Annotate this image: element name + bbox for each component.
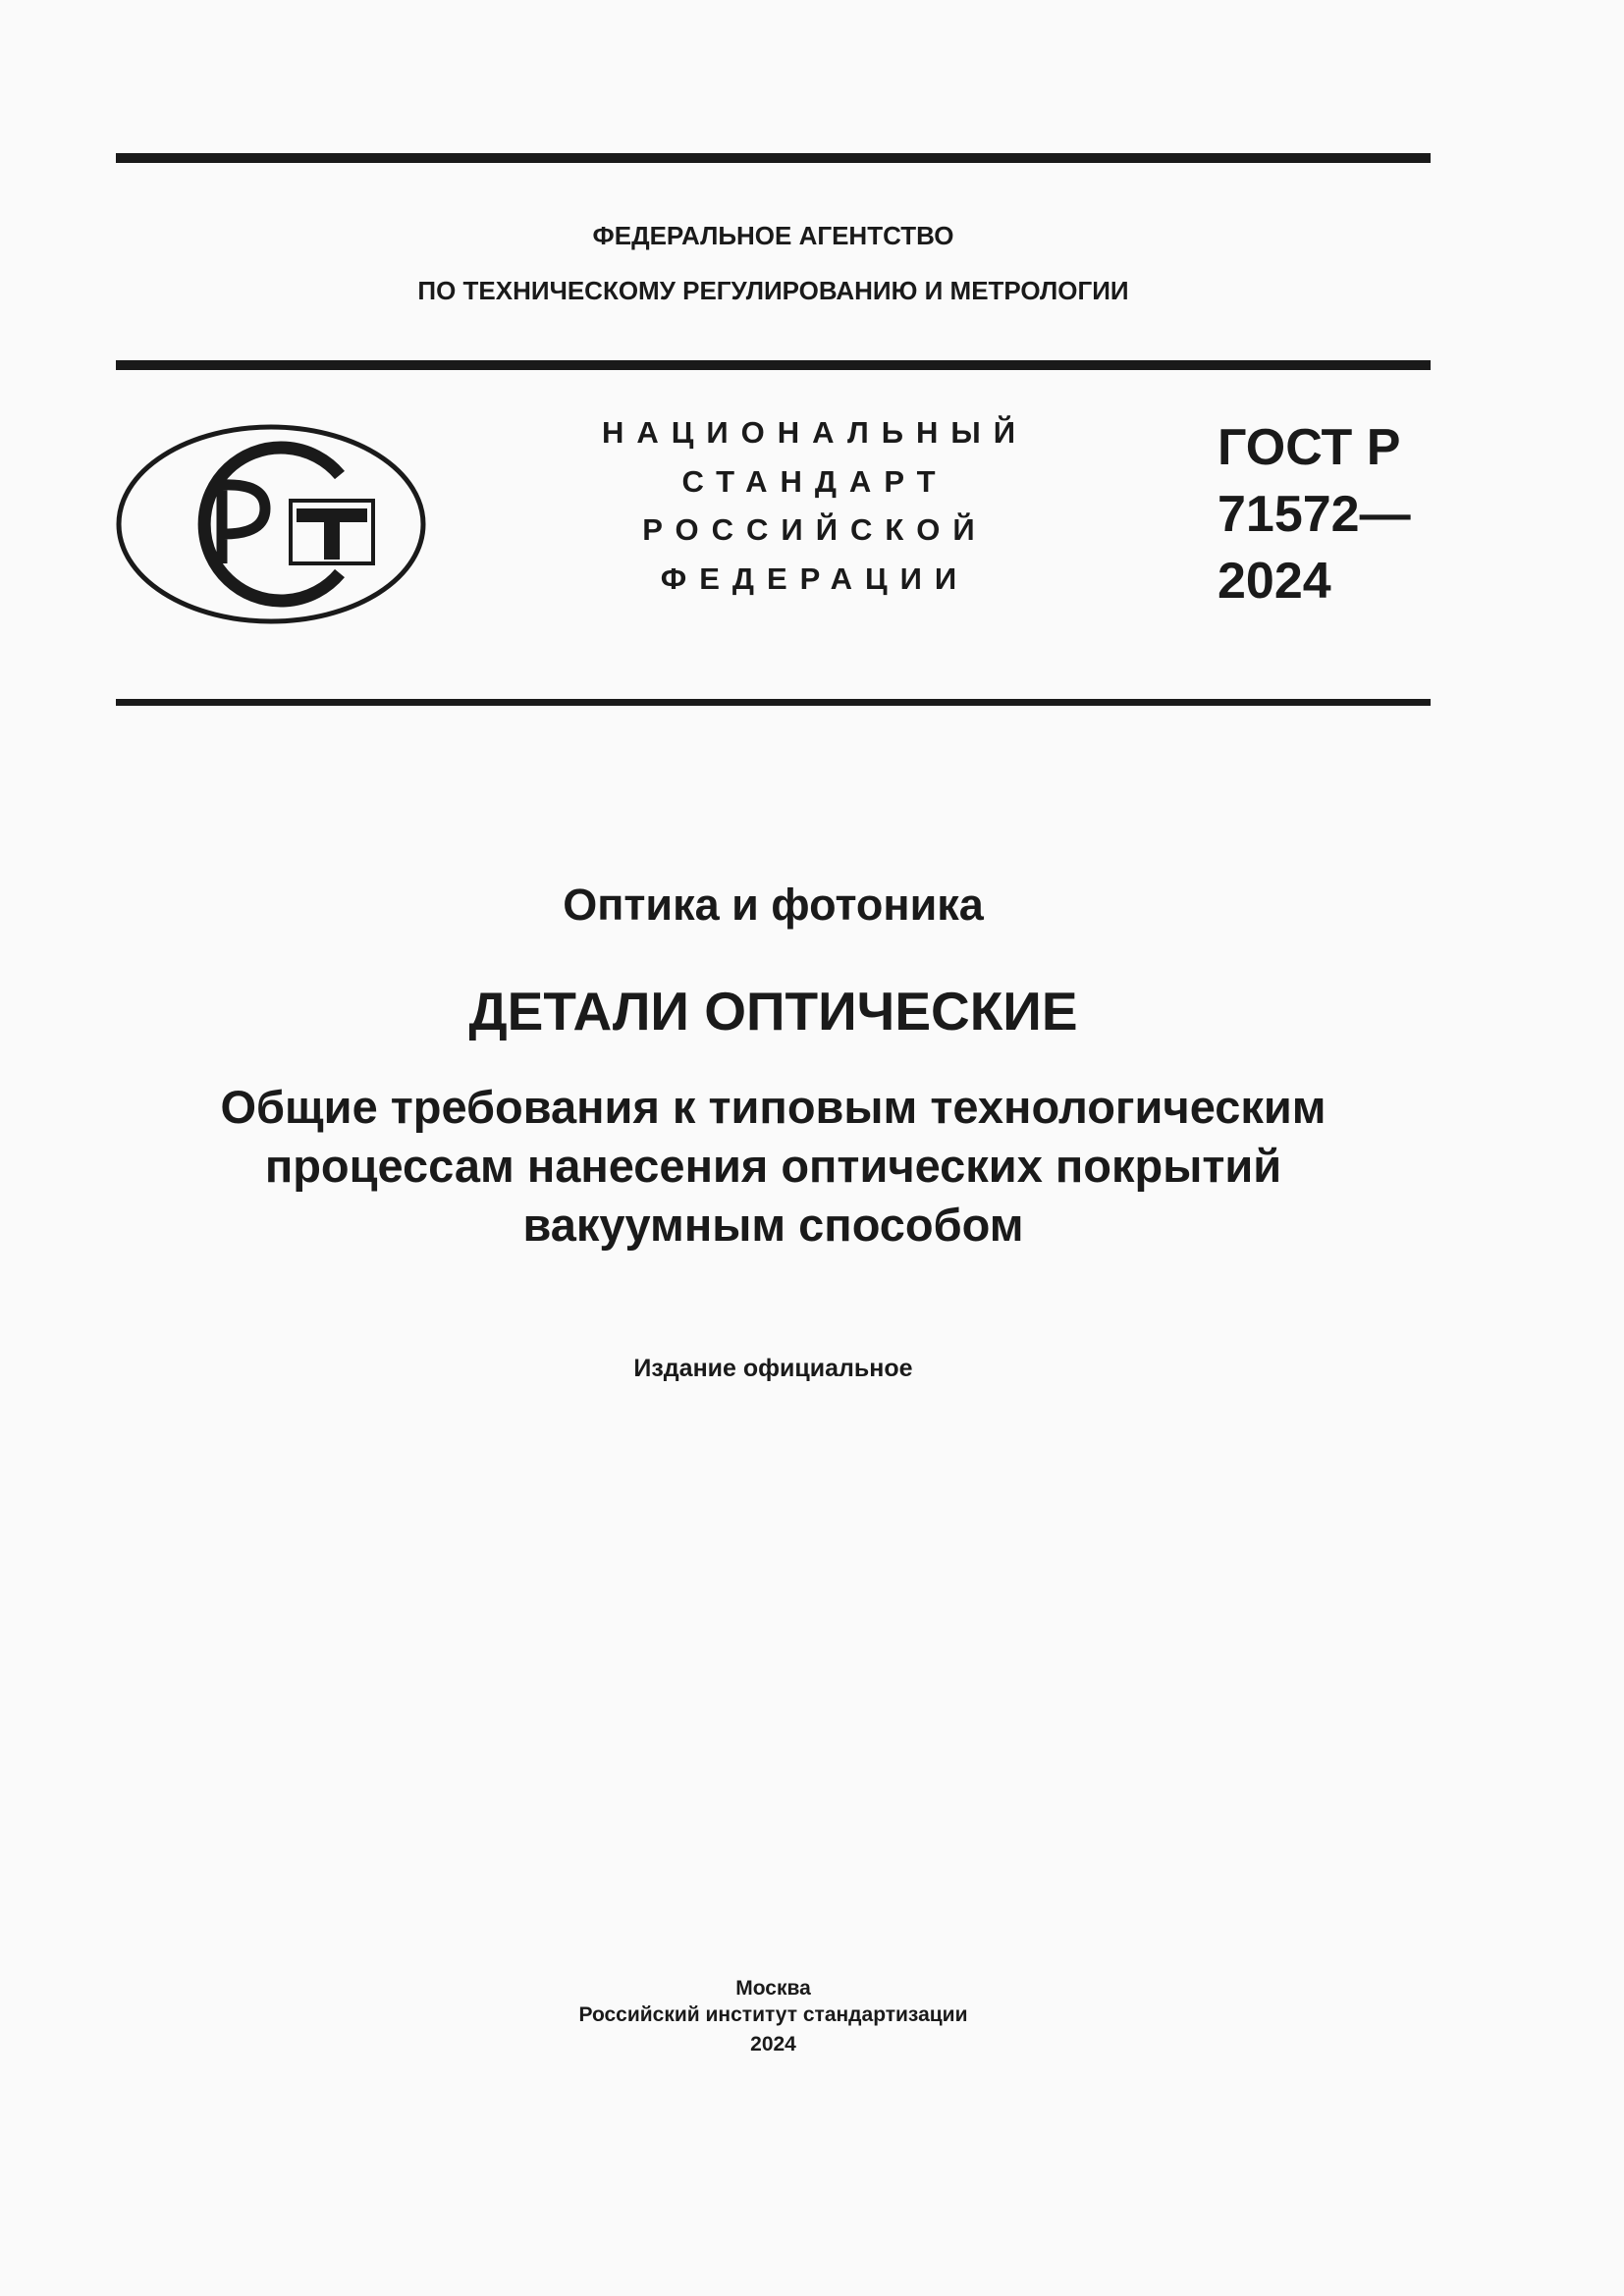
middle-rule [116, 360, 1431, 370]
designation-line-1: ГОСТ Р [1218, 419, 1401, 476]
standard-type-line-2: СТАНДАРТ [681, 464, 948, 499]
standard-type-line-4: ФЕДЕРАЦИИ [660, 561, 970, 596]
imprint-publisher: Российский институт стандартизации [578, 2003, 968, 2026]
edition-note: Издание официальное [633, 1355, 913, 1382]
top-rule [116, 153, 1431, 163]
agency-name-line-2: ПО ТЕХНИЧЕСКОМУ РЕГУЛИРОВАНИЮ И МЕТРОЛОГИИ [417, 276, 1129, 305]
rst-conformity-mark-icon [116, 424, 426, 624]
subtitle-line-1: Общие требования к типовым технологическим [220, 1081, 1326, 1133]
standard-type-line-3: РОССИЙСКОЙ [642, 512, 988, 547]
designation-line-3: 2024 [1218, 553, 1331, 610]
designation-line-2: 71572— [1218, 486, 1411, 543]
subtitle-line-3: вакуумным способом [522, 1199, 1024, 1251]
standard-designation [1218, 414, 1411, 614]
document-title: ДЕТАЛИ ОПТИЧЕСКИЕ [468, 981, 1078, 1041]
subtitle-line-2: процессам нанесения оптических покрытий [264, 1140, 1282, 1192]
imprint-city: Москва [735, 1977, 811, 2000]
agency-name-line-1: ФЕДЕРАЛЬНОЕ АГЕНТСТВО [592, 221, 954, 250]
document-subtitle [116, 1078, 1431, 1255]
imprint-year: 2024 [750, 2033, 796, 2056]
document-subject: Оптика и фотоника [563, 880, 984, 930]
bottom-rule [116, 699, 1431, 706]
standard-type-line-1: НАЦИОНАЛЬНЫЙ [601, 415, 1029, 450]
